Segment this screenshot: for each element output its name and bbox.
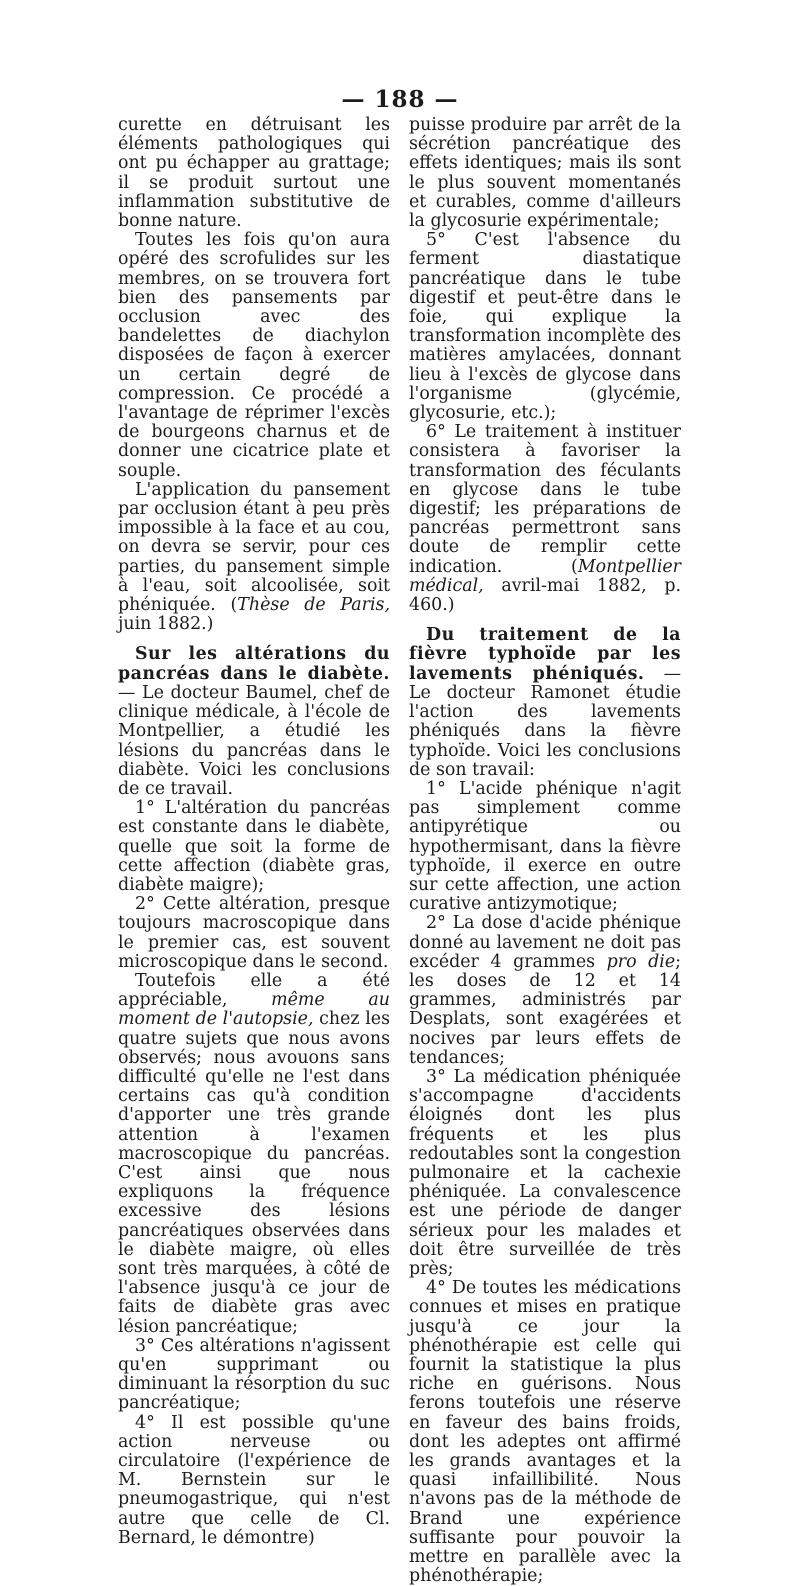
typhoide-conclusion-3: 3° La médication phéniquée s'accompagne d'accidents éloignés dont les plus fréquents et les plus redoutables sont la congestion pulmonaire et la cachexie phéniquée. La convalescence est une période de danger sérieux pour les malades et doit être surveillée de très près; (409, 1066, 681, 1279)
conclusion-2-text-a: 2° La dose d'acide phénique donné au lavement ne doit pas excéder 4 grammes (409, 913, 681, 972)
section-pancreas-intro: — Le docteur Baumel, chef de clinique médicale, à l'école de Montpellier, a étudié les lésions du pancréas dans le diabète. Voici les conclusions de ce travail. (118, 682, 390, 799)
right-column (409, 116, 681, 1586)
pancreas-conclusion-6 (409, 423, 681, 615)
pancreas-conclusion-5: 5° C'est l'absence du ferment diastatique pancréatique dans le tube digestif et peut-être dans le foie, qui explique la transformation incomplète des matières amylacées, donnant lieu à l'excès de glycose dans l'organisme (glycémie, glycosurie, etc.); (409, 230, 681, 424)
page-number: — 188 — (341, 86, 459, 113)
pancreas-conclusion-4: 4° Il est possible qu'une action nerveuse ou circulatoire (l'expérience de M. Bernstein sur le pneumogastrique, qui n'est autre que celle de Cl. Bernard, le démontre) (118, 1412, 390, 1548)
montpellier-date: avril-mai 1882, p. 460.) (409, 575, 681, 616)
section-typhoide-title: Du traitement de la fièvre typhoïde par les lavements phéniqués. (409, 625, 681, 684)
paragraph-secretion: puisse produire par arrêt de la sécrétion pancréatique des effets identiques; mais ils sont le plus souvent momentanés et curables, comme d'ailleurs la glycosurie expérimentale; (409, 115, 681, 232)
section-pancreas-title: Sur les altérations du pancréas dans le diabète. (118, 644, 390, 684)
section-pancreas (118, 645, 390, 799)
toutefois-text-a: Toutefois elle a été appréciable, (118, 970, 390, 1011)
section-typhoide (409, 626, 681, 780)
pro-die-emphasis: pro die (606, 951, 676, 972)
section-typhoide-intro: — Le docteur Ramonet étudie l'action des lavements phéniqués dans la fièvre typhoïde. Voici les conclusions de son travail: (409, 663, 681, 780)
pancreas-conclusion-3: 3° Ces altérations n'agissent qu'en supprimant ou diminuant la résorption du suc pancréatique; (118, 1335, 390, 1414)
thesis-date: juin 1882.) (118, 614, 214, 635)
left-column (118, 116, 390, 1548)
pancreas-conclusion-1: 1° L'altération du pancréas est constante dans le diabète, quelle que soit la forme de cette affection (diabète gras, diabète maigre); (118, 798, 390, 895)
paragraph-pansement (118, 481, 390, 635)
paragraph-toutefois (118, 972, 390, 1337)
pancreas-conclusion-2: 2° Cette altération, presque toujours macroscopique dans le premier cas, est souvent microscopique dans le second. (118, 894, 390, 972)
paragraph-curette: curette en détruisant les éléments pathologiques qui ont pu échapper au grattage; il se produit surtout une inflammation substitutive de bonne nature. (118, 115, 390, 232)
thesis-source: Thèse de Paris, (237, 595, 390, 616)
typhoide-conclusion-4: 4° De toutes les médications connues et mises en pratique jusqu'à ce jour la phénothérapie est celle qui fournit la statistique la plus riche en guérisons. Nous ferons toutefois une réserve en faveur des bains froids, dont les adeptes ont affirmé les grands avantages et la quasi infaillibilité. Nous n'avons pas de la méthode de Brand une expérience suffisante pour pouvoir la mettre en parallèle avec la phénothérapie; (409, 1278, 681, 1586)
typhoide-conclusion-2 (409, 914, 681, 1068)
typhoide-conclusion-1: 1° L'acide phénique n'agit pas simplement comme antipyrétique ou hypothermisant, dans la fièvre typhoïde, il exerce en outre sur cette affection, une action curative antizymotique; (409, 778, 681, 915)
pansement-text: L'application du pansement par occlusion étant à peu près impossible à la face et au cou, on devra se servir, pour ces parties, du pansement simple à l'eau, soit alcoolisée, soit phéniquée. ( (118, 479, 390, 616)
conclusion-2-text-b: ; les doses de 12 et 14 grammes, administrés par Desplats, sont exagérées et nocives par leurs effets de tendances; (409, 951, 682, 1068)
toutefois-emphasis: même au moment de l'autopsie, (118, 990, 390, 1030)
conclusion-6-text: 6° Le traitement à instituer consistera à favoriser la transformation des féculants en glycose dans le tube digestif; les préparations de pancréas permettront sans doute de remplir cette indication. ( (409, 422, 681, 577)
montpellier-source: Montpellier médical, (409, 556, 681, 596)
toutefois-text-b: chez les quatre sujets que nous avons observés; nous avouons sans difficulté qu'elle ne l'est dans certains cas qu'à condition d'apporter une très grande attention à l'examen macroscopique du pancréas. C'est ainsi que nous expliquons la fréquence excessive des lésions pancréatiques observées dans le diabète maigre, où elles sont très marquées, à côté de l'absence jusqu'à ce jour de faits de diabète gras avec lésion pancréatique; (118, 1009, 390, 1337)
paragraph-scrofulides: Toutes les fois qu'on aura opéré des scrofulides sur les membres, on se trouvera fort bien des pansements par occlusion avec des bandelettes de diachylon disposées de façon à exercer un certain degré de compression. Ce procédé a l'avantage de réprimer l'excès de bourgeons charnus et de donner une cicatrice plate et souple. (118, 230, 390, 481)
